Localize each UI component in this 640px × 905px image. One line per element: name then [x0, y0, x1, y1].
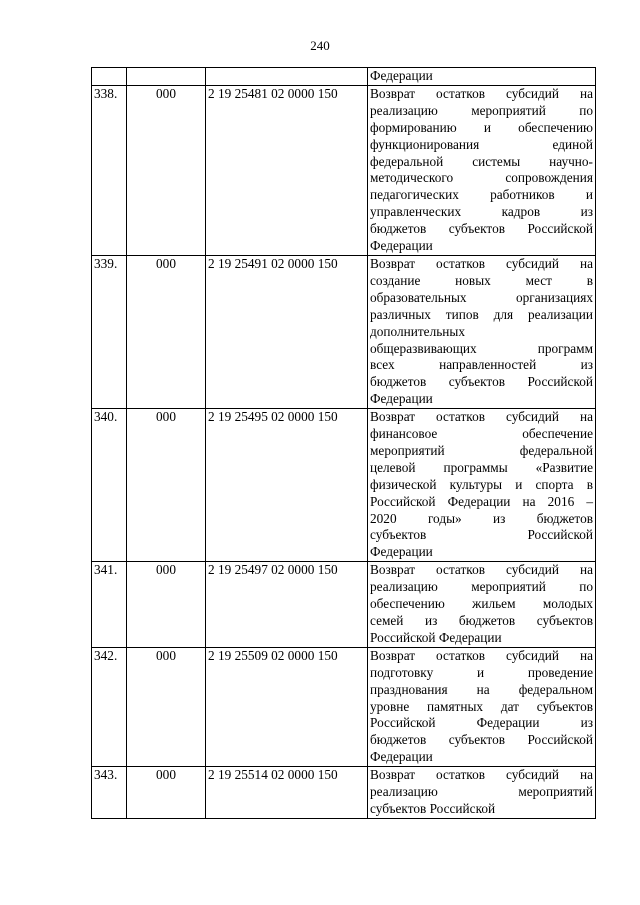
- row-name-line: образовательных организациях: [370, 289, 593, 305]
- row-name-cell: [368, 562, 596, 648]
- row-name-line: мероприятий федеральной: [370, 442, 593, 458]
- row-name-line: бюджетов субъектов Российской: [370, 221, 593, 237]
- row-name-line: реализацию мероприятий: [370, 784, 593, 800]
- budget-code-cell: 2 19 25509 02 0000 150: [206, 647, 368, 766]
- row-name-cell: [368, 647, 596, 766]
- row-name-line: формированию и обеспечению: [370, 119, 593, 135]
- row-name-line: Российской Федерации из: [370, 715, 593, 731]
- row-name-line: педагогических работников и: [370, 187, 593, 203]
- row-name-line: Возврат остатков субсидий на: [370, 767, 593, 783]
- admin-code-cell: [127, 68, 206, 86]
- row-name-line: различных типов для реализации: [370, 306, 593, 322]
- table-row: [92, 767, 596, 819]
- row-name-line: всех направленностей из: [370, 357, 593, 373]
- row-name-line: Федерации: [370, 749, 433, 765]
- row-name-line: финансовое обеспечение: [370, 426, 593, 442]
- row-name-line: 2020 годы» из бюджетов: [370, 510, 593, 526]
- row-name-line: функционирования единой: [370, 136, 593, 152]
- row-name-line: реализацию мероприятий по: [370, 102, 593, 118]
- row-name-line: уровне памятных дат субъектов: [370, 698, 593, 714]
- row-name-line: дополнительных: [370, 323, 465, 339]
- row-number-cell: 341.: [92, 562, 127, 648]
- row-name-line: реализацию мероприятий по: [370, 579, 593, 595]
- row-name-line: Возврат остатков субсидий на: [370, 255, 593, 271]
- table-row-continuation: [92, 68, 596, 86]
- table-row: [92, 409, 596, 562]
- row-name-line: методического сопровождения: [370, 170, 593, 186]
- row-name-line: Возврат остатков субсидий на: [370, 85, 593, 101]
- row-name-line: бюджетов субъектов Российской: [370, 374, 593, 390]
- row-name-line: семей из бюджетов субъектов: [370, 613, 593, 628]
- row-name-line: бюджетов субъектов Российской: [370, 732, 593, 748]
- row-name-line: подготовку и проведение: [370, 664, 593, 680]
- row-name-line: Российской Федерации на 2016 –: [370, 493, 593, 509]
- table-row: [92, 255, 596, 408]
- row-name-line: управленческих кадров из: [370, 204, 593, 220]
- row-name-cell: Федерации: [368, 68, 596, 86]
- row-number-cell: 343.: [92, 767, 127, 819]
- row-name-line: Возврат остатков субсидий на: [370, 409, 593, 425]
- budget-code-cell: 2 19 25514 02 0000 150: [206, 767, 368, 819]
- row-name-line: федеральной системы научно-: [370, 153, 593, 169]
- budget-codes-table: [91, 67, 596, 819]
- row-name-cell: [368, 409, 596, 562]
- row-number-cell: [92, 68, 127, 86]
- row-name-line: общеразвивающих программ: [370, 340, 593, 356]
- page-number: 240: [310, 38, 330, 53]
- row-number-cell: 339.: [92, 255, 127, 408]
- table-row: [92, 85, 596, 255]
- row-name-line: обеспечению жильем молодых: [370, 596, 593, 612]
- budget-code-cell: 2 19 25495 02 0000 150: [206, 409, 368, 562]
- row-name-line: физической культуры и спорта в: [370, 476, 593, 492]
- admin-code-cell: 000: [127, 767, 206, 819]
- row-name-cell: [368, 85, 596, 255]
- row-name-line: создание новых мест в: [370, 272, 593, 288]
- row-name-line: празднования на федеральном: [370, 681, 593, 697]
- budget-code-cell: 2 19 25491 02 0000 150: [206, 255, 368, 408]
- table-body: [92, 68, 596, 819]
- row-name-line: Федерации: [370, 238, 433, 254]
- admin-code-cell: 000: [127, 647, 206, 766]
- row-number-cell: 342.: [92, 647, 127, 766]
- row-number-cell: 340.: [92, 409, 127, 562]
- table-row: [92, 562, 596, 648]
- budget-code-cell: [206, 68, 368, 86]
- budget-code-cell: 2 19 25497 02 0000 150: [206, 562, 368, 648]
- row-name-line: субъектов Российской: [370, 527, 593, 543]
- budget-code-cell: 2 19 25481 02 0000 150: [206, 85, 368, 255]
- row-name-line: Федерации: [370, 544, 433, 560]
- row-name-line: Возврат остатков субсидий на: [370, 562, 593, 578]
- row-name-line: Возврат остатков субсидий на: [370, 647, 593, 663]
- admin-code-cell: 000: [127, 562, 206, 648]
- row-name-line: Российской Федерации: [370, 629, 502, 645]
- row-number-cell: 338.: [92, 85, 127, 255]
- row-name-cell: [368, 767, 596, 819]
- row-name-line: Федерации: [370, 391, 433, 407]
- admin-code-cell: 000: [127, 409, 206, 562]
- row-name-line: субъектов Российской: [370, 800, 496, 816]
- row-name-line: целевой программы «Развитие: [370, 459, 593, 475]
- admin-code-cell: 000: [127, 255, 206, 408]
- row-name-cell: [368, 255, 596, 408]
- admin-code-cell: 000: [127, 85, 206, 255]
- table-row: [92, 647, 596, 766]
